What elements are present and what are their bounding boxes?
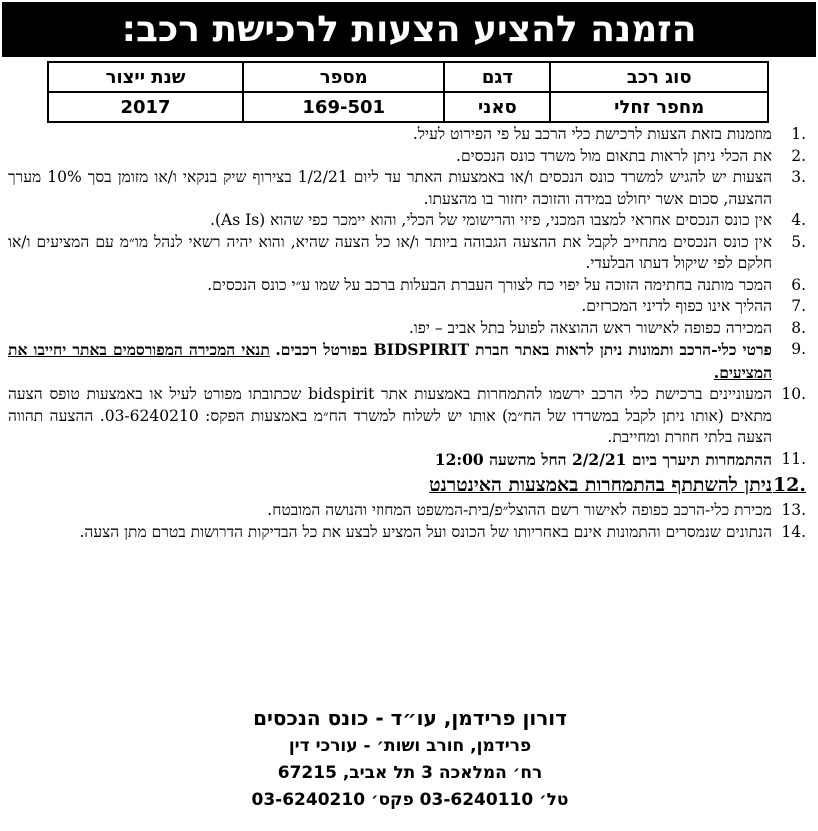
item-number: 9. [791,340,806,358]
item-number: 10. [781,385,806,403]
header-model: דגם [444,62,550,92]
header-year: שנת ייצור [48,62,243,92]
address: רח׳ המלאכה 3 תל אביב, 67215 [277,763,543,783]
list-item [8,124,808,146]
list-item [8,339,808,384]
signature-block [200,704,620,814]
auction-date-text: ההתמחרות תיערך ביום 2/2/21 החל מהשעה 12:00 [434,449,772,469]
cell-number: 169-501 [243,92,444,122]
header-number: מספר [243,62,444,92]
item-number: 14. [781,522,806,541]
list-item [8,500,808,522]
item-text: ההליך אינו כפוף לדיני המכרזים. [581,297,772,315]
list-item [8,449,808,471]
item-text: המכירה כפופה לאישור ראש ההוצאה לפועל בתל אביב – יפו. [408,318,772,337]
item-text: את הכלי ניתן לראות בתאום מול משרד כונס הנכסים. [456,146,772,165]
list-item [8,275,808,297]
cell-vehicle-type: מחפר זחלי [550,92,768,122]
title-bar [2,2,816,57]
list-item [8,384,808,449]
item-text: הנתונים שנמסרים והתמונות אינם באחריותו של הכונס ועל המציע לבצע את כל הבדיקות הדרושות בטרם מתן הצעה. [79,522,772,541]
cell-year: 2017 [48,92,243,122]
item-number: 1. [791,125,806,143]
item-number: 11. [781,449,806,468]
internet-participation-text: ניתן להשתתף בהתמחרות באמצעות האינטרנט [429,474,772,496]
item-text: המעוניינים ברכישת כלי הרכב ירשמו להתמחרות באמצעות אתר bidspirit שכתובתו מפורט לעיל או באמצעות טופס הצעה מתאים (אותו ניתן לקבל במשרדו של הח״מ) אותו יש לשלוח למשרד הח״מ באמצעות הפקס: 03-6240210. ההצעה תהווה הצעה בלתי חוזרת ומחייבת. [8,385,772,446]
list-item [8,232,808,275]
header-vehicle-type: סוג רכב [550,62,768,92]
list-item [8,296,808,318]
item-text: מוזמנות בזאת הצעות לרכישת כלי הרכב על פי הפירוט לעיל. [412,125,772,143]
item-number: 6. [791,275,806,294]
item-text: אין כונס הנכסים מתחייב לקבל את ההצעה הגבוהה ביותר ו/או כל הצעה שהיא, והוא יהיה רשאי לנהל מו״מ עם המציעים ו/או חלקם לפי שיקול דעתו הבלעדי. [8,232,772,272]
vehicle-spec-table [47,61,769,123]
item-number: 3. [791,168,806,186]
list-item [8,472,808,498]
list-item [8,146,808,168]
item-text: אין כונס הנכסים אחראי למצבו המכני, פיזי והרישומי של הכלי, והוא יימכר כפי שהוא (As Is). [210,211,772,229]
item-text: מכירת כלי-הרכב כפופה לאישור רשם ההוצל״פ/בית-המשפט המחוזי והנושה המובטח. [267,501,772,519]
cell-model: סאני [444,92,550,122]
item-number: 7. [791,297,806,315]
item-number: 13. [781,501,806,519]
table-header-row [48,62,768,92]
item-text: הצעות יש להגיש למשרד כונס הנכסים ו/או באמצעות האתר עד ליום 1/2/21 בצירוף שיק בנקאי ו/או מזומן בסך 10% מערך ההצעה, סכום אשר יחולט במידה והזוכה יחזור בו מהצעתו. [8,168,772,208]
item-number: 4. [791,211,806,229]
list-item [8,210,808,232]
list-item [8,318,808,340]
terms-list [8,124,808,543]
item-text: המכר מותנה בחתימה הזוכה על יפוי כח לצורך העברת הבעלות ברכב על שמו ע״י כונס הנכסים. [207,275,772,294]
item-number: 12. [772,474,806,496]
law-firm: פרידמן, חורב ושות׳ - עורכי דין [288,736,532,756]
list-item [8,522,808,544]
item-text [8,339,772,384]
sale-terms-text: תנאי המכירה המפורסמים באתר יחייבו את המציעים. [8,340,772,382]
notice-title: הזמנה להציע הצעות לרכישת רכב: [121,9,697,50]
bidspirit-details-text: פרטי כלי-הרכב ותמונות ניתן לראות באתר חברת BIDSPIRIT בפורטל רכבים. [275,340,772,359]
phone-fax: טל׳ 03-6240110 פקס׳ 03-6240210 [251,790,569,810]
receiver-name: דורון פרידמן, עו״ד - כונס הנכסים [253,706,567,730]
list-item [8,167,808,210]
item-number: 5. [791,232,806,251]
table-row [48,92,768,122]
item-number: 2. [791,146,806,165]
item-number: 8. [791,318,806,337]
